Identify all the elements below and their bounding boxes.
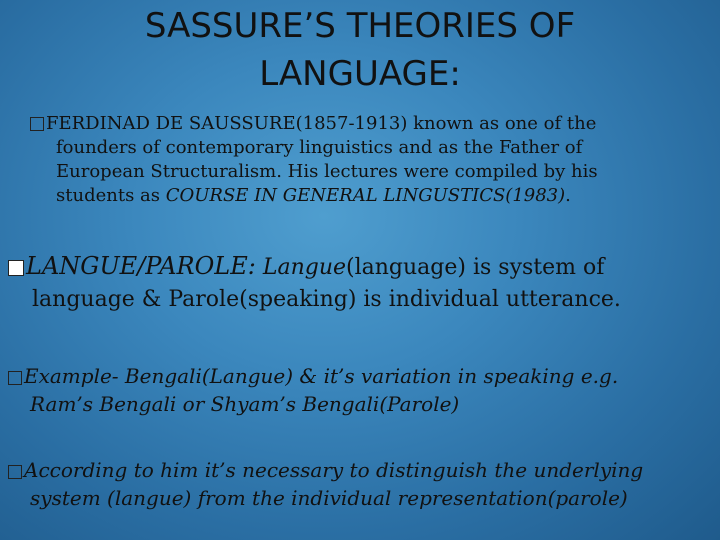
bullet-box-icon	[30, 117, 44, 131]
p1-line-4	[30, 184, 700, 208]
paragraph-saussure-intro	[30, 112, 700, 208]
p1-line-1: FERDINAD DE SAUSSURE(1857-1913) known as one of the	[46, 113, 597, 134]
p1-line-2: founders of contemporary linguistics and as the Father of	[56, 137, 583, 158]
p1-line-4-start: students as	[56, 185, 166, 206]
langue-term: Langue	[255, 255, 347, 280]
paragraph-distinction	[8, 456, 718, 512]
slide-title	[0, 2, 720, 98]
p2-line-1-rest: (language) is system of	[346, 255, 605, 280]
p1-line-3: European Structuralism. His lectures were compiled by his	[56, 161, 598, 182]
p1-line-4-end: .	[565, 185, 571, 206]
langue-parole-heading: LANGUE/PAROLE:	[26, 252, 256, 280]
title-line-1: SASSURE’S THEORIES OF	[144, 6, 576, 46]
p3-line-2: Ram’s Bengali or Shyam’s Bengali(Parole)	[30, 392, 460, 416]
p4-line-2: system (langue) from the individual representation(parole)	[30, 486, 628, 510]
course-title: COURSE IN GENERAL LINGUSTICS(1983)	[165, 185, 566, 206]
p2-line-2: language & Parole(speaking) is individual utterance.	[32, 287, 621, 312]
p4-line-1: According to him it’s necessary to distinguish the underlying	[24, 458, 644, 482]
bullet-box-icon	[8, 371, 22, 385]
title-line-2: LANGUAGE:	[259, 54, 461, 94]
p3-line-1: Example- Bengali(Langue) & it’s variation in speaking e.g.	[24, 364, 619, 388]
paragraph-example	[8, 362, 708, 418]
paragraph-langue-parole	[8, 250, 708, 316]
square-bullet-icon	[8, 260, 24, 276]
bullet-box-icon	[8, 465, 22, 479]
